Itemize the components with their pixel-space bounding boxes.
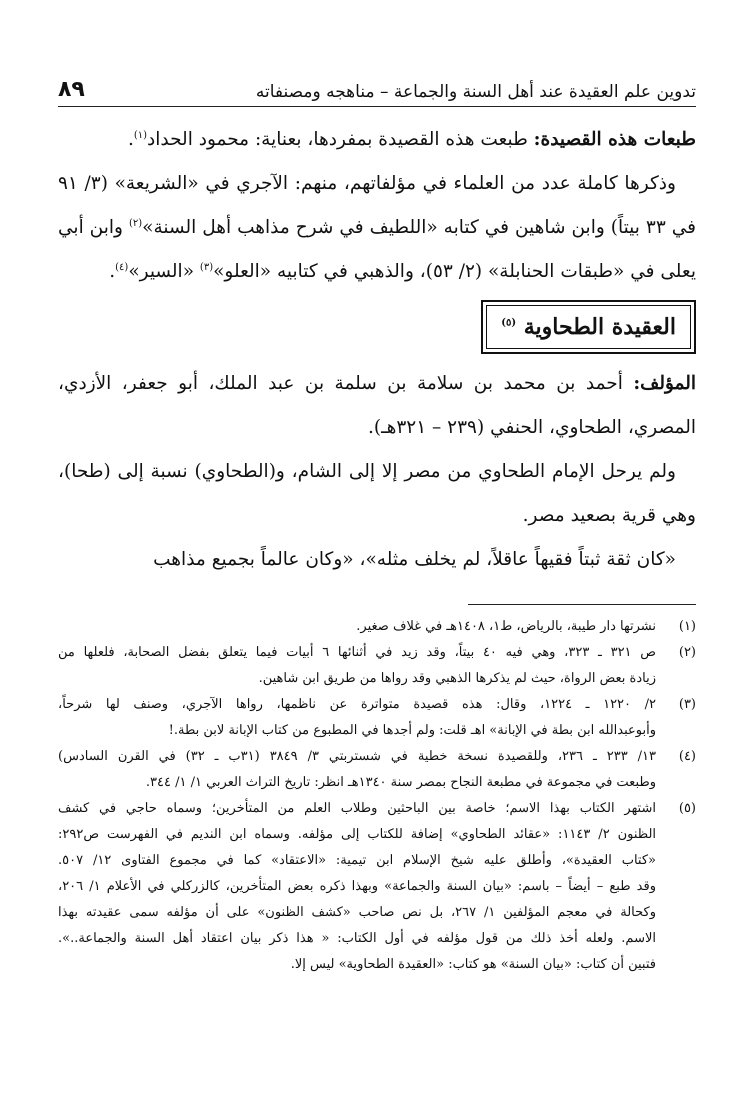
footnote-line: «كتاب العقيدة»، وأطلق عليه شيخ الإسلام ابن تيمية: «الاعتقاد» كما في مجموع الفتاوى ١٢/ ٥٠٧.: [58, 853, 656, 868]
editions-heading: طبعات هذه القصيدة:: [533, 129, 696, 150]
footnote-line: وأبوعبدالله ابن بطة في الإبانة» اهـ قلت: ولم أجدها في المطبوع من كتاب الإبانة لابن بطة.!: [168, 723, 656, 738]
section-title: العقيدة الطحاوية: [523, 314, 676, 340]
footnote-separator: [468, 604, 696, 605]
footnote-5: [58, 796, 696, 978]
editions-end: .: [127, 129, 134, 150]
mentions-text-d: .: [109, 261, 116, 282]
mentions-text-a: وذكرها كاملة عدد من العلماء في مؤلفاتهم، منهم: الآجري في «الشريعة» (٣/ ٩١ في ٣٣ بيتاً) وابن شاهين في كتابه «اللطيف في شرح مذاهب أهل السنة»: [58, 173, 696, 238]
footnote-line: ٢/ ١٢٢٠ ـ ١٢٢٤، وقال: هذه قصيدة متواترة عن ناظمها، رواها الآجري، وصنف لها شرحاً،: [58, 697, 656, 712]
footnote-line: زيادة بعض الرواة، حيث لم يذكرها الذهبي وقد رواها من طريق ابن شاهين.: [258, 671, 656, 686]
footnote-line: اشتهر الكتاب بهذا الاسم؛ خاصة بين الباحثين وطلاب العلم من المتأخرين؛ وسماه حاجي في كشف: [58, 801, 656, 816]
page-header: [58, 62, 696, 107]
footnote-number: (٤): [678, 749, 696, 764]
paragraph-travel: [58, 450, 696, 538]
footnote-line: وقد طبع – أيضاً – باسم: «بيان السنة والجماعة» وبهذا ذكره بعض المتأخرين، كالزركلي في الأعلام ١/ ٢٠٦،: [58, 879, 656, 894]
footnote-text: [58, 692, 656, 744]
paragraph-mentions: [58, 162, 696, 294]
footnote-text: [58, 744, 656, 796]
footnote-line: الظنون ٢/ ١١٤٣: «عقائد الطحاوي» إضافة للكتاب إلى مؤلفه. وسماه ابن النديم في الفهرست ص٢٩٢:: [58, 827, 657, 842]
editions-text: طبعت هذه القصيدة بمفردها، بعناية: محمود الحداد: [147, 129, 534, 150]
footnote-number: (٣): [678, 697, 696, 712]
footnote-3: [58, 692, 696, 744]
footnote-line: نشرتها دار طيبة، بالرياض، ط١، ١٤٠٨هـ في غلاف صغير.: [356, 619, 656, 634]
paragraph-quote: [58, 538, 696, 582]
footnote-4: [58, 744, 696, 796]
section-heading-wrap: [58, 300, 696, 354]
footnote-ref-5[interactable]: (٥): [501, 317, 517, 329]
footnote-line: وكحالة في معجم المؤلفين ١/ ٢٦٧، بل نص صاحب «كشف الظنون» على أن مؤلفه سمى عقيدته بهذا: [58, 905, 656, 920]
footnote-number: (٥): [678, 801, 696, 816]
main-text: [58, 118, 696, 582]
footnote-number: (٢): [678, 645, 696, 660]
footnote-ref-2[interactable]: (٢): [128, 217, 143, 229]
footnote-number: (١): [678, 619, 696, 634]
footnote-2: [58, 640, 696, 692]
footnote-line: الاسم. ولعله أخذ ذلك من قول مؤلفه في أول الكتاب: « هذا ذكر بيان اعتقاد أهل السنة والجماعة..».: [58, 931, 656, 946]
section-heading-frame: [481, 300, 696, 354]
travel-text: ولم يرحل الإمام الطحاوي من مصر إلا إلى الشام، و(الطحاوي) نسبة إلى (طحا)، وهي قرية بصعيد مصر.: [58, 461, 696, 526]
mentions-text-b: وابن أبي يعلى في «طبقات الحنابلة» (٢/ ٥٣)، والذهبي في كتابيه «العلو»: [58, 217, 696, 282]
paragraph-author: [58, 362, 696, 450]
running-head: تدوين علم العقيدة عند أهل السنة والجماعة – مناهجه ومصنفاته: [255, 82, 696, 102]
page-number: ٨٩: [58, 77, 85, 102]
quote-text: «كان ثقة ثبتاً فقيهاً عاقلاً، لم يخلف مثله»، «وكان عالماً بجميع مذاهب: [153, 549, 676, 570]
footnote-1: [58, 614, 696, 640]
footnote-line: ص ٣٢١ ـ ٣٢٣، وهي فيه ٤٠ بيتاً، وقد زيد في أثنائها ٦ أبيات فيما يتعلق بفضل الصحابة، فلعلها من: [58, 645, 656, 660]
footnote-ref-4[interactable]: (٤): [115, 261, 129, 273]
author-text: أحمد بن محمد بن سلامة بن سلمة بن عبد الملك، أبو جعفر، الأزدي، المصري، الطحاوي، الحنفي (٢٣٩ – ٣٢١هـ).: [58, 373, 696, 438]
footnote-line: ١٣/ ٢٣٣ ـ ٢٣٦، وللقصيدة نسخة خطية في شستربتي ٣/ ٣٨٤٩ (٣١ب ـ ٣٢) في القرن السادس): [58, 749, 656, 764]
footnote-ref-1[interactable]: (١): [133, 129, 148, 141]
section-heading: [486, 305, 691, 349]
author-heading: المؤلف:: [633, 373, 696, 394]
footnote-line: فتبين أن كتاب: «بيان السنة» هو كتاب: «العقيدة الطحاوية» ليس إلا.: [290, 957, 656, 972]
footnote-text: [58, 640, 656, 692]
footnote-ref-3[interactable]: (٣): [199, 261, 214, 273]
footnote-line: وطبعت في مجموعة في مطبعة النجاح بمصر سنة ١٣٤٠هـ انظر: تاريخ التراث العربي ١/ ١/ ٣٤٤.: [145, 775, 656, 790]
footnote-text: [58, 614, 656, 640]
footnotes: [58, 614, 696, 978]
mentions-text-c: «السير»: [128, 261, 200, 282]
footnote-text: [58, 796, 656, 978]
paragraph-editions: [58, 118, 696, 162]
